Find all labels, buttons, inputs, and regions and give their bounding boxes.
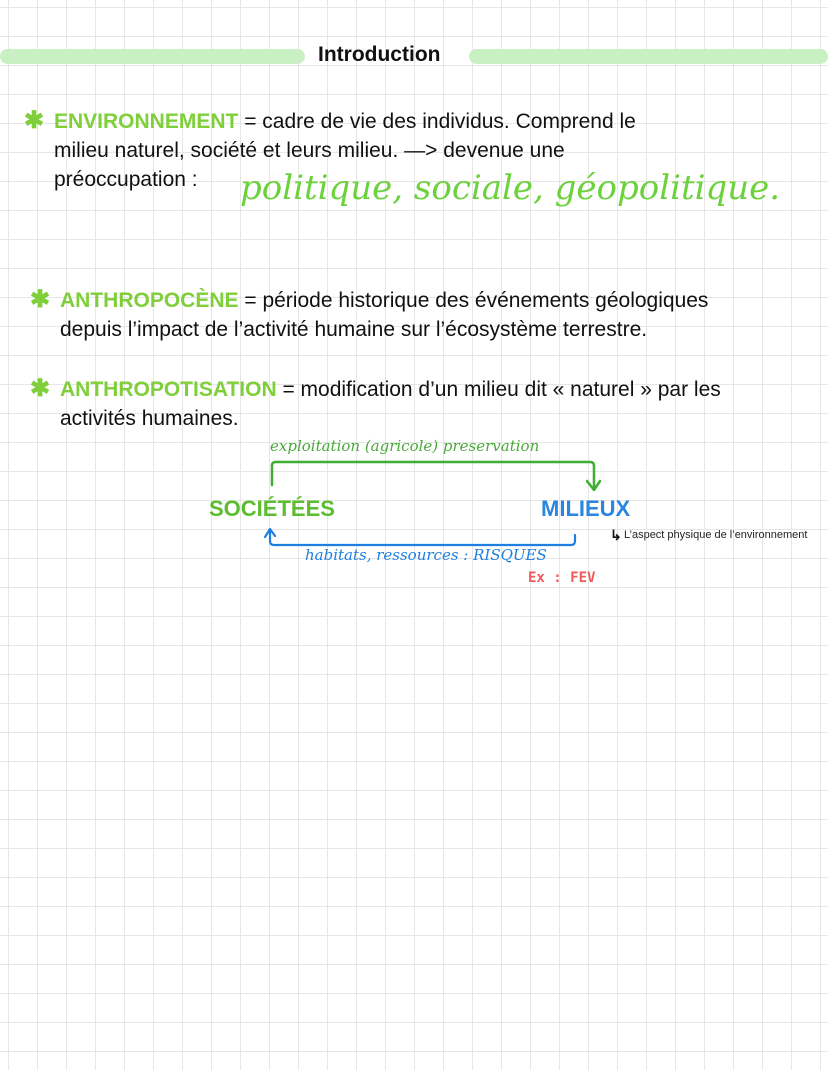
definition-text: = modification d’un milieu dit « naturel » par les [276,378,721,401]
node-societees: SOCIÉTÉES [209,496,335,521]
definition-line: activités humaines. [60,407,239,430]
top-arrow-label: exploitation (agricole) preservation [270,437,540,455]
bottom-arrow-label: habitats, ressources : RISQUES [305,546,547,564]
asterisk-icon: ✱ [30,375,51,402]
note-arrow-icon: ↳ [610,527,622,543]
handwritten-preoccupations: politique, sociale, géopolitique. [240,168,781,208]
definition-line: préoccupation : [54,168,198,191]
page-title: Introduction [318,43,441,66]
term-environnement: ENVIRONNEMENT [54,110,239,133]
bottom-arrow [265,529,575,545]
term-anthropocene: ANTHROPOCÈNE [60,289,239,312]
node-milieux: MILIEUX [541,496,631,521]
definition-line: milieu naturel, société et leurs milieu. —> devenue une [54,139,565,162]
asterisk-icon: ✱ [24,107,45,134]
top-arrow [272,462,600,490]
example-label: Ex : FEV [528,570,596,586]
definition-text: = cadre de vie des individus. Comprend le [238,110,636,133]
definition-line: depuis l’impact de l’activité humaine sur l’écosystème terrestre. [60,318,648,341]
milieux-note: L’aspect physique de l’environnement [624,529,808,541]
term-anthropotisation: ANTHROPOTISATION [60,378,277,401]
asterisk-icon: ✱ [30,286,51,313]
definition-text: = période historique des événements géologiques [238,289,709,312]
